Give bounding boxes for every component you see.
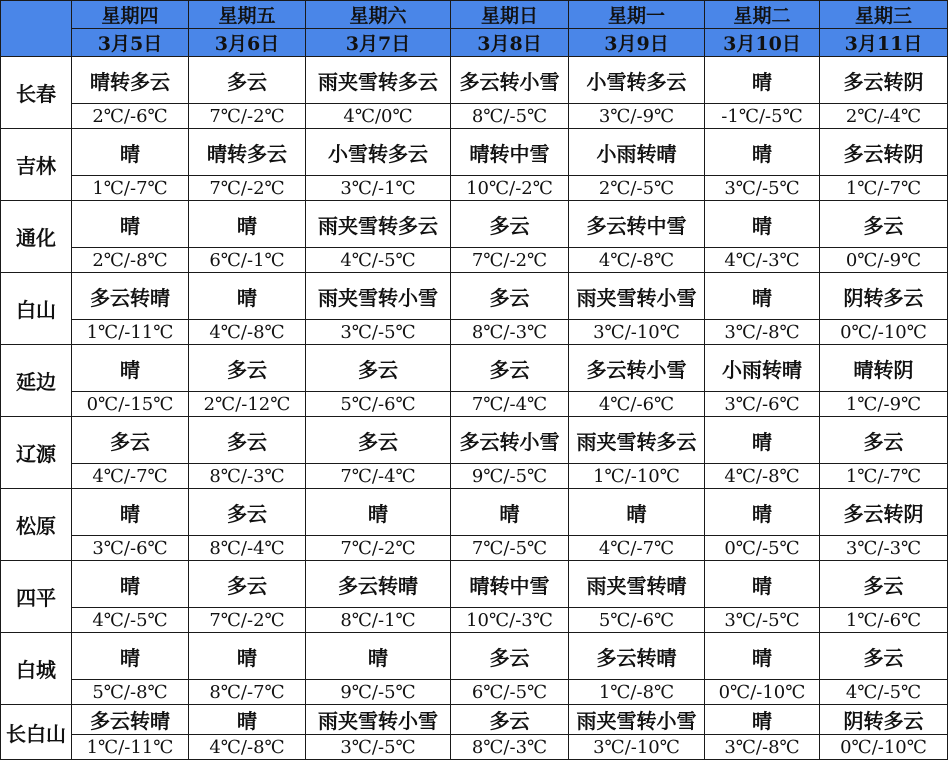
- weather-cell: 晴转多云: [72, 57, 189, 104]
- city-weather-row: [1, 705, 948, 735]
- weather-cell: 多云: [189, 417, 306, 464]
- temperature-cell: 4℃/-8℃: [705, 464, 820, 489]
- temperature-cell: 9℃/-5℃: [306, 680, 451, 705]
- city-weather-row: [1, 489, 948, 536]
- weather-cell: 小雨转晴: [705, 345, 820, 392]
- header-day: 星期一: [569, 1, 705, 29]
- temperature-cell: 3℃/-8℃: [705, 320, 820, 345]
- temperature-cell: 4℃/-7℃: [569, 536, 705, 561]
- temperature-cell: 7℃/-2℃: [306, 536, 451, 561]
- temperature-cell: 7℃/-4℃: [451, 392, 569, 417]
- temperature-cell: 8℃/-3℃: [451, 735, 569, 760]
- city-temperature-row: [1, 464, 948, 489]
- weather-cell: 晴: [705, 633, 820, 680]
- weather-cell: 小雪转多云: [569, 57, 705, 104]
- weather-cell: 晴: [705, 201, 820, 248]
- temperature-cell: -1℃/-5℃: [705, 104, 820, 129]
- weather-cell: 晴: [189, 705, 306, 735]
- weather-cell: 雨夹雪转小雪: [569, 705, 705, 735]
- temperature-cell: 3℃/-5℃: [705, 176, 820, 201]
- weather-cell: 晴: [72, 633, 189, 680]
- temperature-cell: 3℃/-10℃: [569, 735, 705, 760]
- temperature-cell: 7℃/-5℃: [451, 536, 569, 561]
- weather-cell: 晴转中雪: [451, 129, 569, 176]
- weather-cell: 晴: [705, 705, 820, 735]
- weather-cell: 晴: [705, 273, 820, 320]
- city-weather-row: [1, 417, 948, 464]
- weather-cell: 雨夹雪转多云: [306, 57, 451, 104]
- weather-cell: 阴转多云: [820, 705, 948, 735]
- city-name: 通化: [1, 201, 72, 273]
- city-weather-row: [1, 633, 948, 680]
- header-date: 3月8日: [451, 29, 569, 57]
- temperature-cell: 3℃/-5℃: [306, 735, 451, 760]
- header-date: 3月11日: [820, 29, 948, 57]
- city-weather-row: [1, 129, 948, 176]
- weather-cell: 雨夹雪转小雪: [306, 273, 451, 320]
- city-weather-row: [1, 561, 948, 608]
- temperature-cell: 4℃/-5℃: [306, 248, 451, 273]
- weather-cell: 晴: [189, 273, 306, 320]
- city-temperature-row: [1, 735, 948, 760]
- weather-cell: 多云转阴: [820, 489, 948, 536]
- temperature-cell: 7℃/-2℃: [189, 608, 306, 633]
- city-temperature-row: [1, 248, 948, 273]
- header-day: 星期五: [189, 1, 306, 29]
- temperature-cell: 3℃/-6℃: [72, 536, 189, 561]
- temperature-cell: 0℃/-15℃: [72, 392, 189, 417]
- weather-cell: 雨夹雪转多云: [569, 417, 705, 464]
- header-date: 3月10日: [705, 29, 820, 57]
- temperature-cell: 0℃/-10℃: [820, 320, 948, 345]
- city-temperature-row: [1, 392, 948, 417]
- weather-cell: 晴: [705, 57, 820, 104]
- temperature-cell: 4℃/-7℃: [72, 464, 189, 489]
- header-date: 3月9日: [569, 29, 705, 57]
- weather-cell: 晴: [72, 201, 189, 248]
- forecast-body: [1, 57, 948, 760]
- weather-cell: 晴: [306, 633, 451, 680]
- city-temperature-row: [1, 608, 948, 633]
- city-name: 长白山: [1, 705, 72, 760]
- city-name: 白山: [1, 273, 72, 345]
- city-weather-row: [1, 345, 948, 392]
- temperature-cell: 1℃/-7℃: [820, 176, 948, 201]
- weather-cell: 晴: [72, 129, 189, 176]
- header-date-row: [1, 29, 948, 57]
- temperature-cell: 4℃/-8℃: [189, 320, 306, 345]
- header-corner: [1, 1, 72, 57]
- weather-cell: 多云: [189, 561, 306, 608]
- header-date: 3月6日: [189, 29, 306, 57]
- temperature-cell: 0℃/-5℃: [705, 536, 820, 561]
- weather-cell: 小雪转多云: [306, 129, 451, 176]
- temperature-cell: 7℃/-2℃: [189, 176, 306, 201]
- temperature-cell: 9℃/-5℃: [451, 464, 569, 489]
- temperature-cell: 4℃/-8℃: [189, 735, 306, 760]
- weather-cell: 晴: [705, 417, 820, 464]
- header-day: 星期三: [820, 1, 948, 29]
- temperature-cell: 8℃/-3℃: [451, 320, 569, 345]
- weather-cell: 雨夹雪转多云: [306, 201, 451, 248]
- temperature-cell: 3℃/-9℃: [569, 104, 705, 129]
- city-weather-row: [1, 273, 948, 320]
- weather-cell: 多云转中雪: [569, 201, 705, 248]
- weather-cell: 晴: [72, 345, 189, 392]
- temperature-cell: 5℃/-8℃: [72, 680, 189, 705]
- weather-cell: 晴转中雪: [451, 561, 569, 608]
- temperature-cell: 10℃/-2℃: [451, 176, 569, 201]
- city-temperature-row: [1, 176, 948, 201]
- temperature-cell: 2℃/-5℃: [569, 176, 705, 201]
- temperature-cell: 3℃/-6℃: [705, 392, 820, 417]
- weather-cell: 雨夹雪转小雪: [306, 705, 451, 735]
- weather-cell: 多云: [820, 417, 948, 464]
- temperature-cell: 8℃/-3℃: [189, 464, 306, 489]
- temperature-cell: 2℃/-4℃: [820, 104, 948, 129]
- temperature-cell: 2℃/-12℃: [189, 392, 306, 417]
- weather-cell: 阴转多云: [820, 273, 948, 320]
- city-name: 辽源: [1, 417, 72, 489]
- temperature-cell: 3℃/-3℃: [820, 536, 948, 561]
- weather-cell: 多云: [820, 201, 948, 248]
- temperature-cell: 4℃/-6℃: [569, 392, 705, 417]
- temperature-cell: 1℃/-6℃: [820, 608, 948, 633]
- temperature-cell: 1℃/-8℃: [569, 680, 705, 705]
- weather-cell: 多云: [72, 417, 189, 464]
- temperature-cell: 4℃/-5℃: [72, 608, 189, 633]
- city-name: 延边: [1, 345, 72, 417]
- weather-cell: 多云转小雪: [451, 57, 569, 104]
- weather-cell: 多云转晴: [569, 633, 705, 680]
- weather-cell: 多云: [820, 561, 948, 608]
- temperature-cell: 1℃/-10℃: [569, 464, 705, 489]
- city-temperature-row: [1, 536, 948, 561]
- weather-cell: 多云: [451, 273, 569, 320]
- header-day: 星期日: [451, 1, 569, 29]
- weather-cell: 多云转晴: [72, 273, 189, 320]
- temperature-cell: 3℃/-8℃: [705, 735, 820, 760]
- temperature-cell: 4℃/-5℃: [820, 680, 948, 705]
- temperature-cell: 10℃/-3℃: [451, 608, 569, 633]
- weather-cell: 小雨转晴: [569, 129, 705, 176]
- weather-cell: 晴: [569, 489, 705, 536]
- header-date: 3月7日: [306, 29, 451, 57]
- weather-cell: 多云: [189, 489, 306, 536]
- temperature-cell: 4℃/-8℃: [569, 248, 705, 273]
- weather-cell: 多云转小雪: [451, 417, 569, 464]
- weather-cell: 多云: [451, 705, 569, 735]
- temperature-cell: 6℃/-1℃: [189, 248, 306, 273]
- city-weather-row: [1, 57, 948, 104]
- weather-cell: 多云转晴: [306, 561, 451, 608]
- temperature-cell: 1℃/-9℃: [820, 392, 948, 417]
- weather-cell: 晴: [705, 489, 820, 536]
- city-temperature-row: [1, 320, 948, 345]
- weather-cell: 晴: [451, 489, 569, 536]
- weather-cell: 多云: [451, 345, 569, 392]
- temperature-cell: 1℃/-7℃: [820, 464, 948, 489]
- city-name: 吉林: [1, 129, 72, 201]
- temperature-cell: 6℃/-5℃: [451, 680, 569, 705]
- temperature-cell: 7℃/-4℃: [306, 464, 451, 489]
- weather-cell: 多云: [451, 633, 569, 680]
- city-name: 四平: [1, 561, 72, 633]
- temperature-cell: 8℃/-4℃: [189, 536, 306, 561]
- city-name: 白城: [1, 633, 72, 705]
- weather-cell: 多云转晴: [72, 705, 189, 735]
- temperature-cell: 5℃/-6℃: [569, 608, 705, 633]
- temperature-cell: 8℃/-1℃: [306, 608, 451, 633]
- weather-cell: 多云: [820, 633, 948, 680]
- weather-cell: 晴转阴: [820, 345, 948, 392]
- temperature-cell: 3℃/-5℃: [306, 320, 451, 345]
- temperature-cell: 4℃/0℃: [306, 104, 451, 129]
- temperature-cell: 4℃/-3℃: [705, 248, 820, 273]
- header-day: 星期二: [705, 1, 820, 29]
- temperature-cell: 3℃/-10℃: [569, 320, 705, 345]
- weather-cell: 晴: [705, 129, 820, 176]
- header-date: 3月5日: [72, 29, 189, 57]
- temperature-cell: 8℃/-5℃: [451, 104, 569, 129]
- weather-cell: 多云: [189, 345, 306, 392]
- temperature-cell: 7℃/-2℃: [451, 248, 569, 273]
- city-weather-row: [1, 201, 948, 248]
- header-day: 星期四: [72, 1, 189, 29]
- weather-cell: 晴: [705, 561, 820, 608]
- city-temperature-row: [1, 104, 948, 129]
- temperature-cell: 0℃/-9℃: [820, 248, 948, 273]
- weather-cell: 晴: [189, 633, 306, 680]
- temperature-cell: 0℃/-10℃: [820, 735, 948, 760]
- temperature-cell: 8℃/-7℃: [189, 680, 306, 705]
- header-day-row: [1, 1, 948, 29]
- temperature-cell: 3℃/-1℃: [306, 176, 451, 201]
- city-name: 松原: [1, 489, 72, 561]
- weather-cell: 多云: [189, 57, 306, 104]
- weather-cell: 多云: [451, 201, 569, 248]
- temperature-cell: 7℃/-2℃: [189, 104, 306, 129]
- header-day: 星期六: [306, 1, 451, 29]
- city-temperature-row: [1, 680, 948, 705]
- temperature-cell: 2℃/-6℃: [72, 104, 189, 129]
- weather-cell: 多云转阴: [820, 57, 948, 104]
- weather-cell: 晴: [72, 489, 189, 536]
- weather-cell: 晴转多云: [189, 129, 306, 176]
- weather-cell: 多云: [306, 345, 451, 392]
- weather-cell: 雨夹雪转小雪: [569, 273, 705, 320]
- weather-cell: 雨夹雪转晴: [569, 561, 705, 608]
- weather-cell: 晴: [72, 561, 189, 608]
- temperature-cell: 1℃/-11℃: [72, 320, 189, 345]
- temperature-cell: 3℃/-5℃: [705, 608, 820, 633]
- weather-cell: 多云转阴: [820, 129, 948, 176]
- temperature-cell: 2℃/-8℃: [72, 248, 189, 273]
- weather-cell: 晴: [306, 489, 451, 536]
- temperature-cell: 5℃/-6℃: [306, 392, 451, 417]
- temperature-cell: 0℃/-10℃: [705, 680, 820, 705]
- city-name: 长春: [1, 57, 72, 129]
- weather-cell: 多云: [306, 417, 451, 464]
- temperature-cell: 1℃/-11℃: [72, 735, 189, 760]
- weather-cell: 多云转小雪: [569, 345, 705, 392]
- weather-cell: 晴: [189, 201, 306, 248]
- temperature-cell: 1℃/-7℃: [72, 176, 189, 201]
